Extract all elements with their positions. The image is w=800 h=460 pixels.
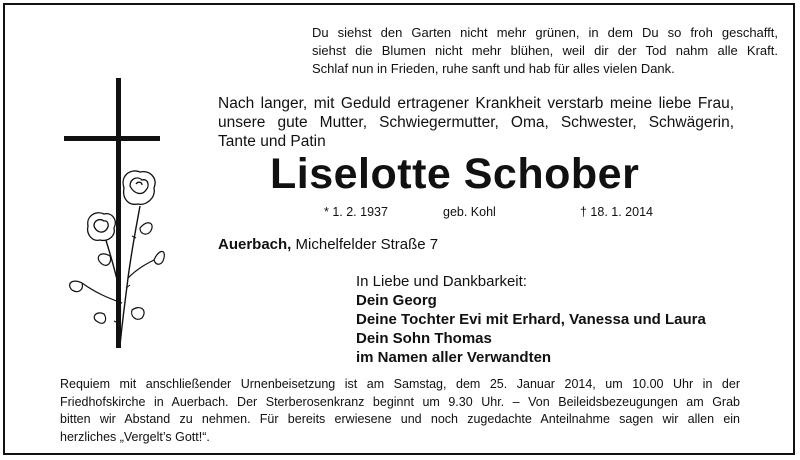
death-date: † 18. 1. 2014 <box>580 205 653 219</box>
requiem-line: herzliches „Vergelt’s Gott!“. <box>60 429 210 444</box>
address-town: Auerbach, <box>218 236 292 253</box>
requiem-line: bitten wir Abstand zu nehmen. Für bereits erwiesene und noch zugedachte Anteilnahme sagen wir allen ein <box>60 412 740 426</box>
mourners-intro: In Liebe und Dankbarkeit: <box>356 273 527 290</box>
poem-line: Du siehst den Garten nicht mehr grünen, in dem Du so froh geschafft, <box>312 25 778 40</box>
maiden-name: geb. Kohl <box>443 205 496 219</box>
deceased-name: Liselotte Schober <box>270 150 640 198</box>
requiem-notice <box>60 376 740 446</box>
requiem-line: Friedhofskirche in Auerbach. Der Sterberosenkranz beginnt um 9.30 Uhr. – Von Beileidsbezeugungen am Grab <box>60 394 740 409</box>
requiem-line: Requiem mit anschließender Urnenbeisetzung ist am Samstag, dem 25. Januar 2014, um 10.00 Uhr in der <box>60 377 740 391</box>
mourner-name: Dein Sohn Thomas <box>356 330 492 347</box>
birth-date: * 1. 2. 1937 <box>324 205 388 219</box>
address <box>218 236 438 254</box>
poem <box>312 24 778 78</box>
announcement-line: unsere gute Mutter, Schwiegermutter, Oma, Schwester, Schwägerin, <box>218 114 734 131</box>
mourners <box>356 272 706 367</box>
mourner-name: Deine Tochter Evi mit Erhard, Vanessa und Laura <box>356 311 706 328</box>
announcement-line: Nach langer, mit Geduld ertragener Krankheit verstarb meine liebe Frau, <box>218 95 734 112</box>
cross-with-roses-icon <box>58 78 168 353</box>
announcement-line: Tante und Patin <box>218 133 326 150</box>
address-street: Michelfelder Straße 7 <box>295 236 439 253</box>
poem-line: siehst die Blumen nicht mehr blühen, weil dir der Tod nahm alle Kraft. <box>312 43 778 58</box>
mourner-name: Dein Georg <box>356 292 437 309</box>
death-announcement <box>218 94 734 151</box>
poem-line: Schlaf nun in Frieden, ruhe sanft und hab für alles vielen Dank. <box>312 61 675 76</box>
mourner-name: im Namen aller Verwandten <box>356 349 552 366</box>
